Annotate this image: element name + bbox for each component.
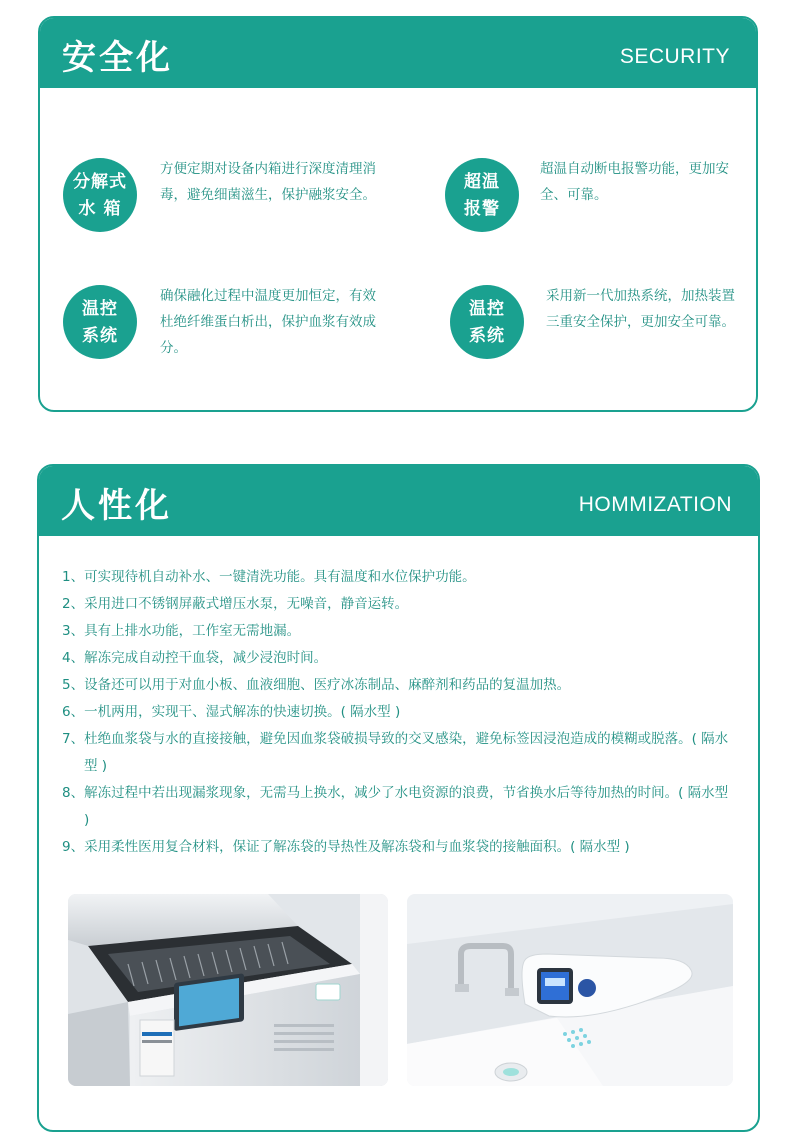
feature-description: 采用新一代加热系统，加热装置三重安全保护，更加安全可靠。 <box>546 288 735 330</box>
feature-description: 方便定期对设备内箱进行深度清理消毒，避免细菌滋生，保护融浆安全。 <box>160 161 376 203</box>
hommization-header <box>39 466 758 536</box>
feature-description: 超温自动断电报警功能，更加安全、可靠。 <box>540 161 729 203</box>
list-item: 4、解冻完成自动控干血袋，减少浸泡时间。 <box>62 650 328 666</box>
badge-line2: 水 箱 <box>78 198 122 219</box>
list-item: 7、杜绝血浆袋与水的直接接触，避免因血浆袋破损导致的交叉感染，避免标签因浸泡造成的模糊或脱落。( 隔水型 ) <box>62 731 729 774</box>
scanner-illustration <box>407 894 733 1086</box>
list-item: 8、解冻过程中若出现漏浆现象，无需马上换水，减少了水电资源的浪费，节省换水后等待加热的时间。( 隔水型 ) <box>62 785 729 828</box>
thawer-illustration <box>68 894 388 1086</box>
temp-control-badge <box>450 285 524 359</box>
hommization-title: 人性化 <box>61 486 172 526</box>
list-item: 9、采用柔性医用复合材料，保证了解冻袋的导热性及解冻袋和与血浆袋的接触面积。( 隔水型 ) <box>62 839 630 855</box>
security-subtitle: SECURITY <box>619 45 730 68</box>
badge-line1: 温控 <box>82 298 118 319</box>
security-title: 安全化 <box>62 38 173 78</box>
list-item: 5、设备还可以用于对血小板、血液细胞、医疗冰冻制品、麻醉剂和药品的复温加热。 <box>62 677 571 693</box>
temp-control-badge <box>63 285 137 359</box>
feature-description: 确保融化过程中温度更加恒定，有效杜绝纤维蛋白析出，保护血浆有效成分。 <box>160 288 376 356</box>
badge-line1: 温控 <box>469 298 505 319</box>
list-item: 3、具有上排水功能，工作室无需地漏。 <box>62 623 301 639</box>
overheat-alarm-badge <box>445 158 519 232</box>
security-header <box>40 18 756 88</box>
security-card <box>38 16 758 412</box>
hommization-card <box>37 464 760 1132</box>
detachable-tank-badge <box>63 158 137 232</box>
badge-line1: 超温 <box>464 171 500 192</box>
badge-line2: 报警 <box>464 198 500 219</box>
product-photo-thawer <box>68 894 388 1086</box>
list-item: 6、一机两用，实现干、湿式解冻的快速切换。( 隔水型 ) <box>62 704 401 720</box>
badge-line2: 系统 <box>469 325 505 346</box>
list-item: 1、可实现待机自动补水、一键清洗功能。具有温度和水位保护功能。 <box>62 569 476 585</box>
badge-line1: 分解式 <box>73 171 127 192</box>
hommization-subtitle: HOMMIZATION <box>578 493 732 516</box>
list-item: 2、采用进口不锈钢屏蔽式增压水泵，无噪音，静音运转。 <box>62 596 409 612</box>
feature-list <box>62 564 732 861</box>
badge-line2: 系统 <box>82 325 118 346</box>
product-photo-scanner <box>407 894 733 1086</box>
